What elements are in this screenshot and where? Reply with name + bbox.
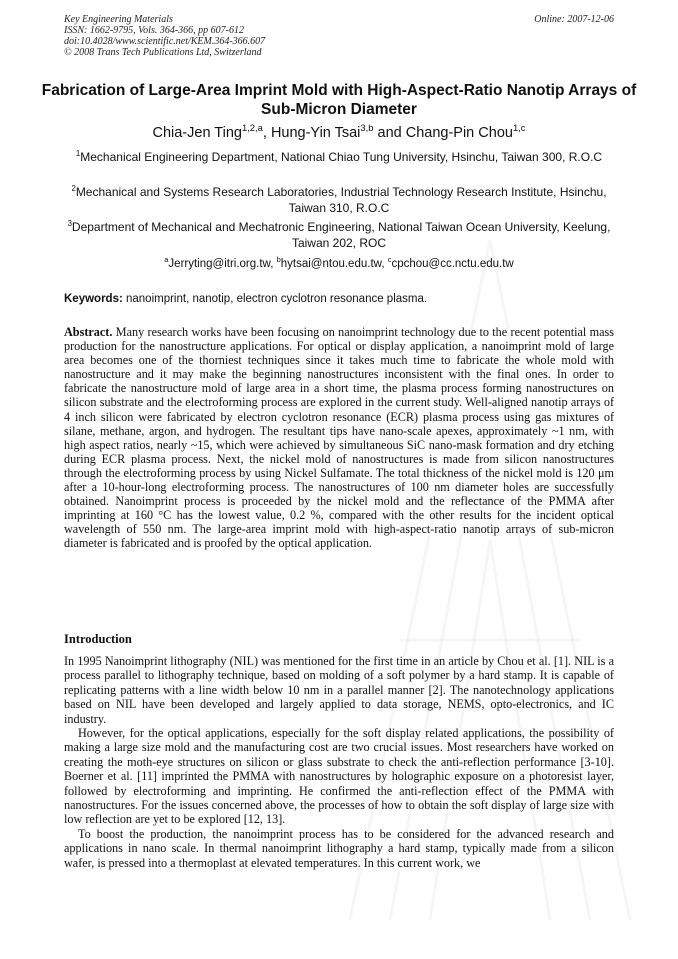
introduction-paragraph: However, for the optical applications, especially for the soft display related applications, the possibility of making a large size mold and the manufacturing cost are two crucial issues. Most researchers have worked on creating the moth-eye structures on silicon or glass substrate to check the anti-reflection performance [3-10]. Boerner et al. [11] imprinted the PMMA with nanostructures by holographic exposure on a photoresist layer, followed by electroforming and imprinting. He confirmed the anti-reflection effect of the PMMA with nanostructures. For the issues concerned above, the processes of how to obtain the soft display of large size with low reflection are yet to be explored [12, 13]. — [64, 726, 614, 827]
email-sep: , — [381, 258, 388, 270]
author-list — [40, 124, 638, 142]
affiliation-3 — [60, 220, 618, 251]
email-sup: a — [164, 255, 169, 265]
paper-title: Fabrication of Large-Area Imprint Mold with High-Aspect-Ratio Nanotip Arrays of Sub-Micron Diameter — [41, 82, 637, 118]
author-emails — [60, 257, 618, 271]
introduction-body — [64, 654, 614, 870]
abstract — [64, 325, 614, 551]
journal-issn: ISSN: 1662-9795, Vols. 364-366, pp 607-612 — [64, 25, 244, 36]
journal-doi: doi:10.4028/www.scientific.net/KEM.364-366.607 — [64, 36, 266, 47]
affiliation-2 — [60, 185, 618, 216]
author-sup: 1,c — [512, 122, 526, 134]
email-link[interactable]: cpchou@cc.nctu.edu.tw — [391, 258, 514, 270]
affiliation-sup: 3 — [67, 219, 72, 228]
journal-name: Key Engineering Materials — [64, 14, 173, 25]
email-sup: c — [387, 255, 392, 265]
author-sep: and — [373, 125, 406, 141]
email-sup: b — [276, 255, 281, 265]
journal-copyright: © 2008 Trans Tech Publications Ltd, Switzerland — [64, 47, 262, 58]
email-sep: , — [270, 258, 277, 270]
author-name: Hung-Yin Tsai — [270, 125, 361, 141]
online-date: Online: 2007-12-06 — [534, 14, 614, 25]
affiliation-text: Mechanical and Systems Research Laboratories, Industrial Technology Research Institute, Hsinchu, Taiwan 310, R.O.C — [75, 185, 607, 215]
affiliation-text: Mechanical Engineering Department, National Chiao Tung University, Hsinchu, Taiwan 300, R.O.C — [80, 150, 603, 164]
author-sup: 1,2,a — [241, 122, 263, 134]
affiliation-text: Department of Mechanical and Mechatronic Engineering, National Taiwan Ocean University, Keelung, Taiwan 202, ROC — [71, 220, 611, 250]
author-sup: 3,b — [360, 122, 374, 134]
affiliation-sup: 2 — [71, 184, 76, 193]
keywords — [64, 292, 614, 306]
keywords-label: Keywords: — [64, 293, 123, 305]
keywords-text: nanoimprint, nanotip, electron cyclotron resonance plasma. — [122, 293, 428, 305]
author-name: Chang-Pin Chou — [405, 125, 513, 141]
journal-header — [64, 14, 614, 58]
introduction-paragraph: To boost the production, the nanoimprint process has to be considered for the advanced research and applications in nano scale. In thermal nanoimprint lithography a hard stamp, typically made from a silicon wafer, is pressed into a thermoplast at elevated temperatures. In this current work, we — [64, 826, 614, 870]
affiliation-1 — [60, 150, 618, 166]
author-sep: , — [262, 125, 271, 141]
abstract-text: Many research works have been focusing on nanoimprint technology due to the recent potential mass production for the nanostructure applications. For optical or display application, a nanoimprint mold of large area becomes one of the thorniest techniques since it takes much time to fabricate the whole mold with nanostructure and it may make the beginning nanostructures inconsistent with the final ones. In order to fabricate the nanostructure mold of large area in a short time, the plasma process forming nanostructures on silicon substrate and the electroforming process are explored in the current study. Well-aligned nanotip arrays of 4 inch silicon were fabricated by electron cyclotron resonance (ECR) plasma process using gas mixtures of silane, methane, argon, and hydrogen. The resultant tips have nano-scale apexes, approximately ~1 nm, with high aspect ratios, nearly ~15, which were achieved by simultaneous SiC nano-mask formation and dry etching during ECR plasma process. Next, the nickel mold of nanostructures is made from silicon nanostructures through the electroforming process by using Nickel Sulfamate. The total thickness of the nickel mold is 120 μm after a 10-hour-long electroforming process. The nanostructures of 100 nm diameter holes are successfully obtained. Nanoimprint process is proceeded by the nickel mold and the reflectance of the PMMA after imprinting at 160 °C has the lowest value, 0.2 %, compared with the other results for the incident optical wavelength of 550 nm. The large-area imprint mold with high-aspect-ratio nanotip arrays of sub-micron diameter is fabricated and is proofed by the optical application. — [64, 325, 614, 551]
introduction-paragraph: In 1995 Nanoimprint lithography (NIL) was mentioned for the first time in an article by Chou et al. [1]. NIL is a process parallel to lithography technique, based on molding of a soft polymer by a hard stamp. It is capable of replicating patterns with a line width below 10 nm in a parallel manner [2]. The nanotechnology applications based on NIL have been developed and largely applied to data storage, NEMS, opto-electronics, and IC industry. — [64, 654, 614, 726]
introduction-heading: Introduction — [64, 632, 132, 646]
affiliation-sup: 1 — [75, 149, 81, 158]
email-link[interactable]: hytsai@ntou.edu.tw — [280, 258, 382, 270]
author-name: Chia-Jen Ting — [152, 125, 242, 141]
email-link[interactable]: Jerryting@itri.org.tw — [168, 258, 271, 270]
abstract-label: Abstract. — [64, 325, 113, 339]
